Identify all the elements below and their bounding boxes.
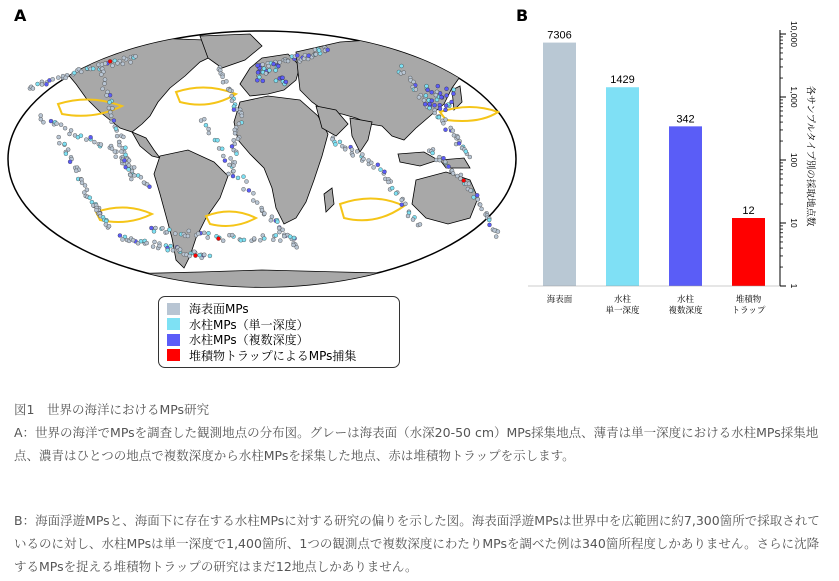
sample-station [274,68,278,72]
figure-caption-b: B：海面浮遊MPsと、海面下に存在する水柱MPsに対する研究の偏りを示した図。海表面浮遊MPsは世界中を広範囲に約7,300箇所で採取されているのに対し、水柱MPsは単一深度で1,400箇所、1つの観測点で複数深度にわたりMPsを調べた例は340箇所程度しかありません。さらに沈降するMPsを捉える堆積物トラップの研究はまだ12地点しかありません。 [14,513,820,574]
sample-station [269,218,273,222]
sample-station [221,154,225,158]
sample-station [390,186,394,190]
bars-layer [543,43,765,286]
sample-station [232,138,236,142]
sample-station [464,150,468,154]
sample-station [394,191,398,195]
legend-item-water-column-multi [167,332,391,348]
legend-label: 水柱MPs（単一深度） [189,317,309,332]
x-category-label: 単一深度 [605,306,640,316]
x-category-label: 堆積物 [735,295,762,305]
sample-station [247,188,251,192]
sample-station [64,76,68,80]
sample-station [255,201,259,205]
sample-station [57,141,61,145]
sample-station [414,88,418,92]
x-category-label: 複数深度 [668,306,703,316]
sample-station [284,80,288,84]
sample-station [338,140,342,144]
sample-station [227,172,231,176]
sample-station [450,100,454,104]
sample-station [242,238,246,242]
sample-station [228,88,232,92]
sample-station [468,155,472,159]
sample-station [121,62,125,66]
sample-station [128,173,132,177]
sample-station [230,233,234,237]
sample-station [417,95,421,99]
bar-chart [518,16,818,321]
sample-station [68,160,72,164]
legend-swatch [167,349,180,361]
sample-station [153,240,157,244]
sample-station [63,126,67,130]
sample-station [451,129,455,133]
sample-station [431,151,435,155]
y-tick-label: 10 [788,218,799,228]
sample-station [111,64,115,68]
sample-station [264,71,268,75]
sample-station [196,232,200,236]
sample-station [428,106,432,110]
sample-station [292,236,296,240]
sample-station [173,232,177,236]
sample-station [220,147,224,151]
sample-station [256,70,260,74]
sample-station [437,115,441,119]
sample-station [314,52,318,56]
sample-station [369,161,373,165]
sample-station [202,253,206,257]
sample-station [469,189,473,193]
sample-station [472,195,476,199]
sample-station [217,237,221,241]
bar-value-label: 342 [676,113,695,126]
sample-station [242,187,246,191]
sample-station [105,93,109,97]
sample-station [127,163,131,167]
sample-station [31,87,35,91]
sample-station [376,163,380,167]
sample-station [232,164,236,168]
sample-station [406,214,410,218]
sample-station [207,231,211,235]
sample-station [433,111,437,115]
sample-station [451,171,455,175]
sample-station [267,64,271,68]
sample-station [326,48,330,52]
bar-0 [543,43,576,286]
sample-station [169,244,173,248]
sample-station [223,159,227,163]
sample-station [64,152,68,156]
sample-station [166,248,170,252]
sample-station [49,119,53,123]
sample-station [478,203,482,207]
sample-station [443,160,447,164]
sample-station [55,122,59,126]
sample-station [487,218,491,222]
sample-station [103,62,107,66]
sample-station [161,226,165,230]
sample-station [276,64,280,68]
sample-station [121,238,125,242]
sample-station [119,150,123,154]
sample-station [39,114,43,118]
sample-station [272,62,276,66]
sample-station [108,110,112,114]
sample-station [129,60,133,64]
world-map [0,28,520,290]
sample-station [475,193,479,197]
sample-station [178,248,182,252]
sample-station [198,253,202,257]
sample-station [303,53,307,57]
sample-station [423,102,427,106]
sample-station [115,134,119,138]
sample-station [231,174,235,178]
legend-label: 水柱MPs（複数深度） [189,333,309,348]
sample-station [403,202,407,206]
sample-station [132,165,136,169]
sample-station [158,244,162,248]
sample-station [230,99,234,103]
sample-station [41,120,45,124]
sample-station [202,231,206,235]
y-tick-label: 100 [788,152,799,168]
sample-station [242,175,246,179]
sample-station [232,169,236,173]
sample-station [224,79,228,83]
sample-station [57,135,61,139]
sample-station [447,165,451,169]
sample-station [59,123,63,127]
sample-station [436,84,440,88]
bar-2 [669,126,702,286]
sample-station [257,75,261,79]
sample-station [444,104,448,108]
bar-1 [606,87,639,286]
sample-station [139,175,143,179]
sample-station [362,157,366,161]
x-category-label: 海表面 [546,295,573,305]
sample-station [142,181,146,185]
x-category-label: トラップ [731,306,766,316]
sample-station [400,64,404,68]
sample-station [456,135,460,139]
sample-station [56,76,60,80]
sample-station [121,135,125,139]
legend-item-sea-surface [167,301,391,317]
sample-station [206,236,210,240]
legend-swatch [167,318,180,330]
sample-station [438,158,442,162]
sample-station [51,77,55,81]
sample-station [426,88,430,92]
sample-station [274,233,278,237]
sample-station [418,222,422,226]
sample-station [411,218,415,222]
sample-station [333,142,337,146]
sample-station [444,108,448,112]
sample-station [452,88,456,92]
sample-station [108,100,112,104]
sample-station [275,220,279,224]
sample-station [129,177,133,181]
sample-station [40,83,44,87]
panel-b-label: B [516,6,529,25]
sample-station [351,153,355,157]
sample-station [109,114,113,118]
y-tick-label: 1 [788,283,799,289]
sample-station [83,183,87,187]
sample-station [307,54,311,58]
sample-station [145,241,149,245]
sample-station [372,165,376,169]
sample-station [295,53,299,57]
sample-station [476,197,480,201]
sample-station [89,135,93,139]
sample-station [496,230,500,234]
sample-station [114,127,118,131]
sample-station [237,122,241,126]
sample-station [113,150,117,154]
sample-station [383,170,387,174]
sample-station [442,156,446,160]
sample-station [221,239,225,243]
sample-station [63,142,67,146]
sample-station [281,76,285,80]
sample-station [99,143,103,147]
sample-station [188,254,192,258]
sample-station [488,223,492,227]
legend-swatch [167,303,180,315]
sample-station [108,59,112,63]
sample-station [434,93,438,97]
sample-station [123,146,127,150]
sample-station [260,208,264,212]
sample-station [459,173,463,177]
sample-station [295,245,299,249]
sample-station [79,134,83,138]
sample-station [69,128,73,132]
sample-station [379,168,383,172]
sample-station [114,155,118,159]
sample-station [274,79,278,83]
sample-station [127,168,131,172]
sample-station [194,254,198,258]
sample-station [282,234,286,238]
sample-station [112,119,116,123]
legend-label: 海表面MPs [189,302,249,317]
sample-station [277,226,281,230]
sample-station [207,131,211,135]
sample-station [117,143,121,147]
sample-station [151,245,155,249]
legend-item-water-column-single [167,317,391,333]
sample-station [270,215,274,219]
sample-station [402,71,406,75]
sample-station [171,248,175,252]
sample-station [262,67,266,71]
sample-station [79,70,83,74]
sample-station [261,79,265,83]
sample-station [186,234,190,238]
sample-station [433,103,437,107]
sample-station [99,73,103,77]
sample-station [425,84,429,88]
sample-station [227,163,231,167]
sample-station [103,78,107,82]
sample-station [208,254,212,258]
sample-station [235,152,239,156]
sample-station [267,68,271,72]
sample-station [480,207,484,211]
sample-station [44,82,48,86]
sample-station [236,137,240,141]
figure-caption-title: 図1 世界の海洋におけるMPs研究 [14,402,210,417]
sample-station [330,137,334,141]
sample-station [271,238,275,242]
sample-station [36,82,40,86]
sample-station [230,144,234,148]
sample-station [110,106,114,110]
sample-station [424,94,428,98]
sample-station [221,75,225,79]
legend-label: 堆積物トラップによるMPs捕集 [189,348,357,363]
sample-station [422,98,426,102]
sample-station [118,234,122,238]
sample-station [258,238,262,242]
sample-station [457,141,461,145]
sample-station [91,67,95,71]
sample-station [317,49,321,53]
legend-swatch [167,334,180,346]
sample-station [262,212,266,216]
sample-station [92,140,96,144]
sample-station [281,228,285,232]
sample-station [245,180,249,184]
y-tick-label: 10,000 [788,21,799,47]
sample-station [229,156,233,160]
y-axis-title: 各サンプルタイプ別の採取地点数 [804,85,816,227]
sample-station [240,114,244,118]
sample-station [122,56,126,60]
sample-station [116,61,120,65]
sample-station [343,147,347,151]
sample-station [233,131,237,135]
sample-station [134,54,138,58]
sample-station [467,182,471,186]
sample-station [232,108,236,112]
sample-station [439,95,443,99]
sample-station [252,237,256,241]
sample-station [202,117,206,121]
sample-station [207,127,211,131]
sample-station [251,191,255,195]
sample-station [288,235,292,239]
sample-station [149,226,153,230]
sample-station [127,159,131,163]
x-category-label: 水柱 [613,295,632,305]
sample-station [122,159,126,163]
bar-value-label: 1429 [610,74,635,87]
sample-station [74,169,78,173]
sample-station [251,199,255,203]
sample-station [152,229,156,233]
sample-station [167,228,171,232]
sample-station [438,107,442,111]
sample-station [445,94,449,98]
sample-station [103,82,107,86]
sample-station [451,92,455,96]
sample-station [286,59,290,63]
y-tick-label: 1,000 [788,86,799,108]
sample-station [360,153,364,157]
sample-station [132,174,136,178]
sample-station [192,250,196,254]
map-legend [158,296,400,368]
sample-station [444,128,448,132]
x-category-label: 水柱 [676,295,695,305]
sample-station [261,63,265,67]
sample-station [101,87,105,91]
sample-station [216,138,220,142]
bar-value-label: 7306 [547,29,572,42]
legend-item-sediment-trap [167,348,391,364]
sample-station [107,224,111,228]
sample-station [204,123,208,127]
sample-station [68,132,72,136]
bar-3 [732,218,765,286]
sample-station [278,239,282,243]
sample-station [441,121,445,125]
figure-caption-a: A：世界の海洋でMPsを調査した観測地点の分布図。グレーは海表面（水深20-50 cm）MPs採集地点、薄青は単一深度における水柱MPs採集地点、濃青はひとつの地点で複数深度から水柱MPsを採集した地点、赤は堆積物トラップを示します。 [14,425,819,463]
sample-station [88,196,92,200]
sample-station [256,64,260,68]
sample-station [131,238,135,242]
sample-station [386,180,390,184]
panel-a-label: A [14,6,27,25]
sample-station [494,235,498,239]
sample-station [430,90,434,94]
sample-station [445,87,449,91]
bar-value-label: 12 [742,205,755,218]
sample-station [262,237,266,241]
sample-station [236,176,240,180]
sample-station [350,148,354,152]
sample-station [430,99,434,103]
sample-station [84,138,88,142]
sample-station [355,149,359,153]
sample-station [187,229,191,233]
sample-station [124,153,128,157]
sample-station [400,203,404,207]
sample-station [148,185,152,189]
sample-station [400,198,404,202]
